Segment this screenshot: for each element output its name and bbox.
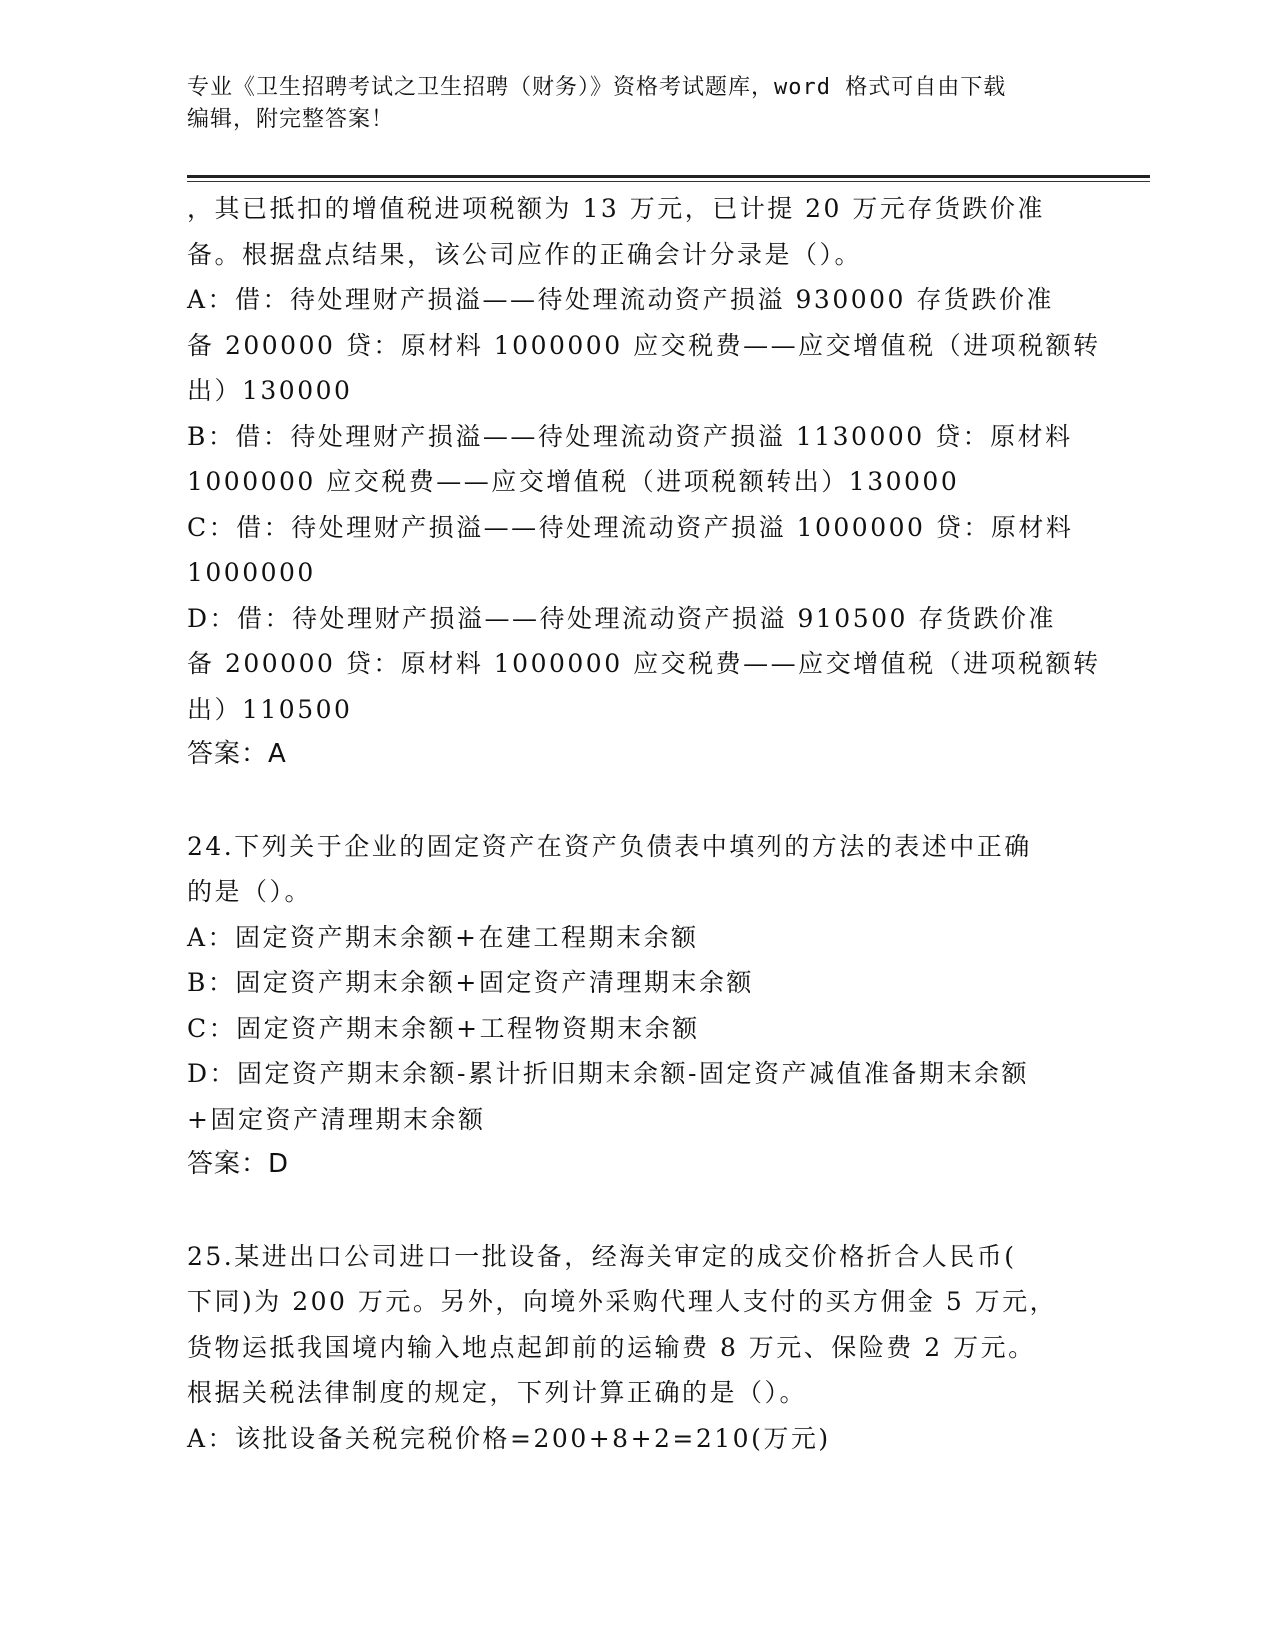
question-stem-line: 货物运抵我国境内输入地点起卸前的运输费 8 万元、保险费 2 万元。 (187, 1332, 1036, 1362)
question-24 (187, 824, 1087, 1188)
answer-label: 答案：D (187, 1149, 290, 1179)
option-c-line: C：固定资产期末余额+工程物资期末余额 (187, 1013, 700, 1043)
header-rule-thick (187, 175, 1150, 178)
question-stem-line: 备。根据盘点结果，该公司应作的正确会计分录是（）。 (187, 239, 863, 269)
question-stem-line: 的是（）。 (187, 877, 313, 906)
header-line-1: 专业《卫生招聘考试之卫生招聘（财务）》资格考试题库，word 格式可自由下载 (187, 75, 1007, 100)
option-a-line: 备 200000 贷：原材料 1000000 应交税费——应交增值税（进项税额转 (187, 330, 1101, 360)
question-content (187, 186, 1101, 1461)
option-a-line: A：固定资产期末余额+在建工程期末余额 (187, 922, 699, 952)
option-c-line: 1000000 (187, 558, 316, 587)
option-c-line: C：借：待处理财产损溢——待处理流动资产损溢 1000000 贷：原材料 (187, 512, 1074, 542)
question-25 (187, 1234, 1087, 1462)
option-d-line: D：固定资产期末余额-累计折旧期末余额-固定资产减值准备期末余额 (187, 1059, 1029, 1088)
question-gap (187, 778, 1087, 824)
header-rule-thin (187, 181, 1150, 182)
question-stem-line: 24.下列关于企业的固定资产在资产负债表中填列的方法的表述中正确 (187, 831, 1032, 861)
option-a-line: A：借：待处理财产损溢——待处理流动资产损溢 930000 存货跌价准 (187, 285, 1054, 314)
answer-label: 答案：A (187, 739, 287, 769)
option-d-line: 出）110500 (187, 694, 353, 724)
question-stem-line: ，其已抵扣的增值税进项税额为 13 万元，已计提 20 万元存货跌价准 (187, 194, 1045, 223)
option-d-line: D：借：待处理财产损溢——待处理流动资产损溢 910500 存货跌价准 (187, 603, 1056, 633)
option-b-line: B：固定资产期末余额+固定资产清理期末余额 (187, 968, 754, 997)
question-gap (187, 1188, 1087, 1234)
option-a-line: 出）130000 (187, 376, 353, 405)
question-23 (187, 186, 1101, 778)
question-stem-line: 根据关税法律制度的规定，下列计算正确的是（）。 (187, 1378, 808, 1407)
document-header (187, 72, 1087, 136)
option-b-line: B：借：待处理财产损溢——待处理流动资产损溢 1130000 贷：原材料 (187, 421, 1073, 451)
question-stem-line: 25.某进出口公司进口一批设备，经海关审定的成交价格折合人民币( (187, 1241, 1017, 1271)
option-b-line: 1000000 应交税费——应交增值税（进项税额转出）130000 (187, 467, 960, 496)
option-d-line: 备 200000 贷：原材料 1000000 应交税费——应交增值税（进项税额转 (187, 649, 1101, 678)
header-line-2: 编辑，附完整答案！ (187, 107, 395, 132)
question-stem-line: 下同)为 200 万元。另外，向境外采购代理人支付的买方佣金 5 万元， (187, 1287, 1058, 1316)
option-d-line: +固定资产清理期末余额 (187, 1104, 486, 1134)
option-a-line: A：该批设备关税完税价格=200+8+2=210(万元) (187, 1423, 831, 1453)
